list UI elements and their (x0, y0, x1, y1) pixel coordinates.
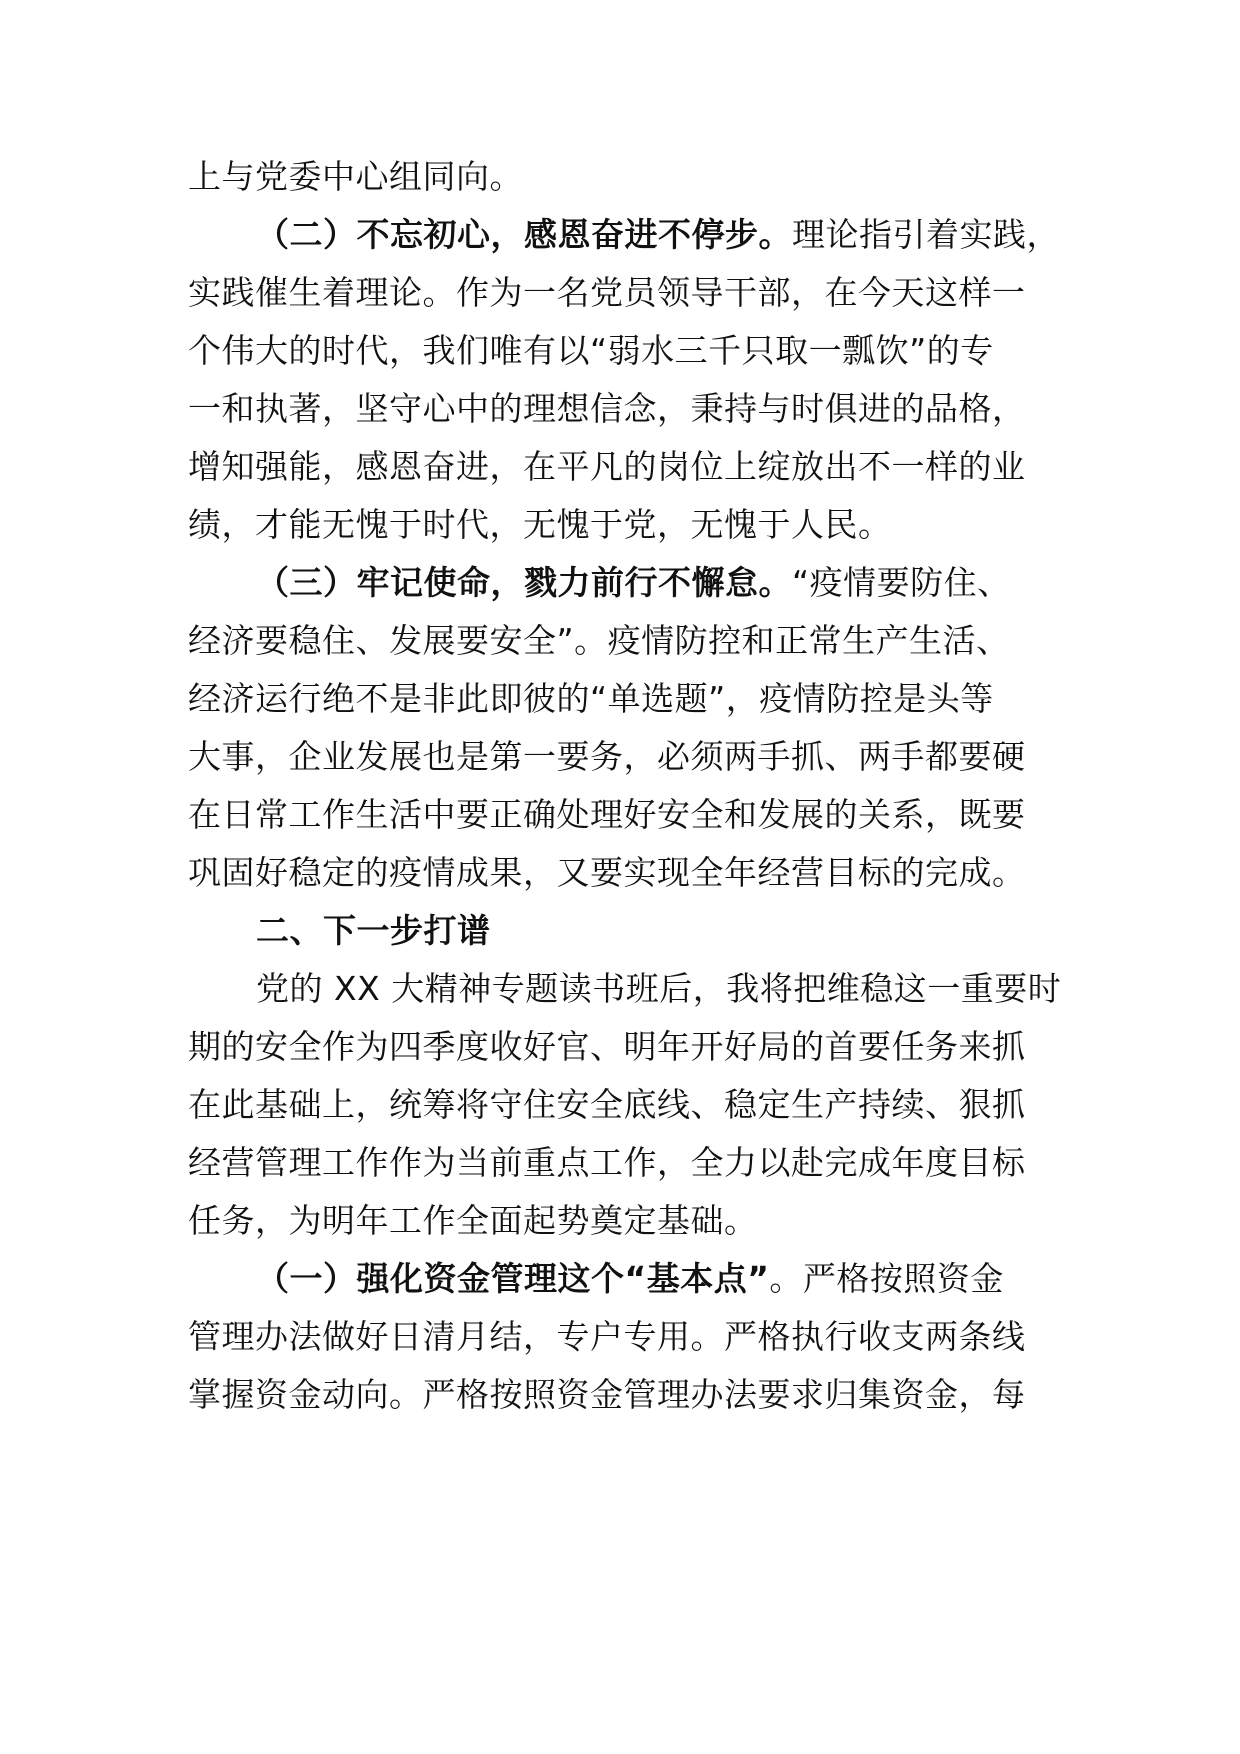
line-text: 巩固好稳定的疫情成果，又要实现全年经营目标的完成。 (188, 853, 1026, 892)
paragraph-line-4 (188, 329, 994, 373)
line-text: 个伟大的时代，我们唯有以“弱水三千只取一瓢饮”的专 (188, 331, 994, 370)
subheading-line-20 (256, 1257, 1004, 1301)
line-text: 上与党委中心组同向。 (188, 157, 523, 196)
paragraph-line-1 (188, 155, 523, 199)
paragraph-line-7 (188, 503, 892, 547)
paragraph-line-21 (188, 1315, 1026, 1359)
subheading-line-2 (256, 213, 1060, 257)
line-text: 在日常工作生活中要正确处理好安全和发展的关系，既要 (188, 795, 1026, 834)
line-text: 经营管理工作作为当前重点工作，全力以赴完成年度目标 (188, 1143, 1026, 1182)
paragraph-line-3 (188, 271, 1026, 315)
line-text: 任务，为明年工作全面起势奠定基础。 (188, 1201, 758, 1240)
paragraph-line-10 (188, 677, 994, 721)
paragraph-line-6 (188, 445, 1026, 489)
subheading-text: （三）牢记使命，戮力前行不懈怠。 (256, 563, 792, 602)
paragraph-line-16 (188, 1025, 1026, 1069)
line-text: 。严格按照资金 (769, 1259, 1004, 1298)
paragraph-line-18 (188, 1141, 1026, 1185)
line-text: 实践催生着理论。作为一名党员领导干部，在今天这样一 (188, 273, 1026, 312)
line-text: 增知强能，感恩奋进，在平凡的岗位上绽放出不一样的业 (188, 447, 1026, 486)
line-text: 在此基础上，统筹将守住安全底线、稳定生产持续、狠抓 (188, 1085, 1026, 1124)
line-text: 经济要稳住、发展要安全”。疫情防控和正常生产生活、 (188, 621, 1010, 660)
line-text: 期的安全作为四季度收好官、明年开好局的首要任务来抓 (188, 1027, 1026, 1066)
paragraph-line-5 (188, 387, 1026, 431)
line-text: 管理办法做好日清月结，专户专用。严格执行收支两条线 (188, 1317, 1026, 1356)
line-text: 掌握资金动向。严格按照资金管理办法要求归集资金，每 (188, 1375, 1026, 1414)
paragraph-line-15 (256, 967, 1061, 1011)
paragraph-line-19 (188, 1199, 758, 1243)
section-heading (256, 909, 491, 953)
subheading-line-8 (256, 561, 1011, 605)
paragraph-line-9 (188, 619, 1010, 663)
paragraph-line-13 (188, 851, 1026, 895)
line-text: 理论指引着实践， (792, 215, 1060, 254)
line-text: “疫情要防住、 (792, 563, 1011, 602)
subheading-text: （二）不忘初心，感恩奋进不停步。 (256, 215, 792, 254)
section-heading-text: 二、下一步打谱 (256, 911, 491, 950)
paragraph-line-11 (188, 735, 1026, 779)
paragraph-line-17 (188, 1083, 1026, 1127)
paragraph-line-22 (188, 1373, 1026, 1417)
line-text: 经济运行绝不是非此即彼的“单选题”，疫情防控是头等 (188, 679, 994, 718)
line-text: 党的 XX 大精神专题读书班后，我将把维稳这一重要时 (256, 969, 1062, 1008)
line-text: 一和执著，坚守心中的理想信念，秉持与时俱进的品格， (188, 389, 1026, 428)
paragraph-line-12 (188, 793, 1026, 837)
line-text: 绩，才能无愧于时代，无愧于党，无愧于人民。 (188, 505, 892, 544)
line-text: 大事，企业发展也是第一要务，必须两手抓、两手都要硬 (188, 737, 1026, 776)
subheading-text: （一）强化资金管理这个“基本点” (256, 1259, 770, 1298)
